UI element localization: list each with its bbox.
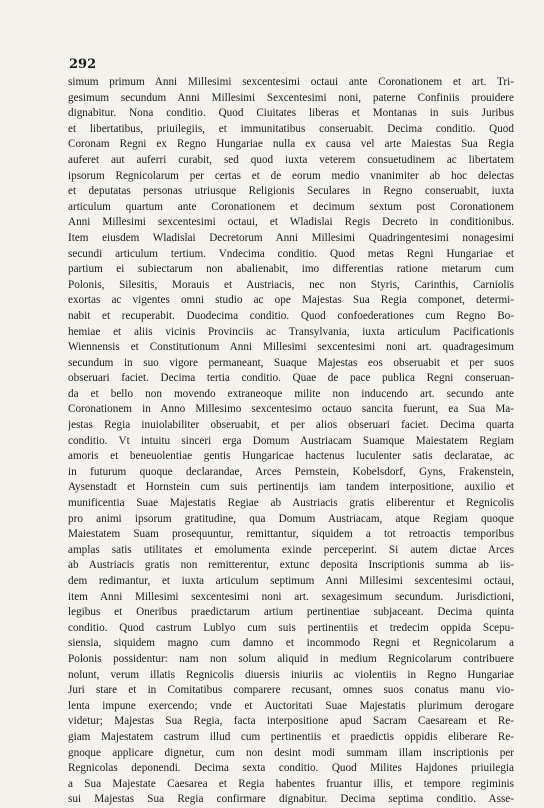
text-line: Polonis possidentur: nam non solum aliquid in medium Regnicolarum contribuere (68, 652, 514, 665)
text-line: articulum quartum ante Coronationem et decimum sextum post Coronationem (68, 200, 514, 213)
text-line: lenta impune exercendo; vnde et Auctoritati Suae Majestatis plurimum derogare (68, 699, 514, 712)
text-line: Item eiusdem Wladislai Decretorum Anni Millesimi Quadringentesimi nonagesimi (68, 231, 514, 244)
text-line: item Anni Millesimi sexcentesimi noni art. sexagesimum secundum. Jurisdictioni, (68, 590, 514, 603)
text-line: siensia, siquidem magno cum damno et incommodo Regni et Regnicolarum a (68, 637, 514, 650)
page-number: 292 (69, 57, 97, 72)
text-line: giam Majestatem castrum illud cum pertinentiis et praedictis oppidis eliberare Re- (68, 730, 514, 743)
text-line: jestas Regia inuiolabiliter obseruabit, et per alios obseruari faciet. Decima quarta (68, 419, 514, 432)
text-line: et deputatas personas utriusque Religionis Seculares in Regno conseruabit, iuxta (68, 185, 514, 198)
text-line: dem redimantur, et iuxta articulum septimum Anni Millesimi sexcentesimi octaui, (68, 575, 514, 587)
body-text (68, 75, 514, 808)
text-line: ipsorum Regnicolarum per certas et de eorum medio vnanimiter ab hoc delectas (68, 169, 514, 182)
text-line: secundum in suo vigore permaneant, Suaque Majestas eos obseruabit et per suos (68, 356, 514, 369)
text-line: ab Austriacis gratis non remitterentur, extunc deposita Inscriptionis summa ab iis- (68, 559, 514, 572)
text-line: munificentia Suae Majestatis Regiae ab Austriacis gratis eliberentur et Regnicolis (68, 497, 514, 510)
text-line: conditio. Quod castrum Lublyo cum suis pertinentiis et tredecim oppida Scepu- (68, 621, 514, 634)
text-line: Polonis, Silesitis, Morauis et Austriacis, nec non Styris, Carinthis, Carniolis (68, 278, 514, 291)
text-line: auferet aut auferri curabit, sed quod iuxta veterem consuetudinem ac libertatem (68, 153, 514, 166)
text-line: videtur; Majestas Sua Regia, facta interpositione apud Sacram Caesaream et Re- (68, 715, 514, 728)
text-line: in futurum quoque declarandae, Arces Pernstein, Kobelsdorf, Gyns, Frakenstein, (68, 465, 514, 478)
text-line: simum primum Anni Millesimi sexcentesimi octaui ante Coronationem et art. Tri- (68, 76, 514, 88)
text-line: secundi articulum tertium. Vndecima conditio. Quod metas Regni Hungariae et (68, 247, 514, 260)
text-line: obseruari faciet. Decima tertia conditio. Quae de pace publica Regni conseruan- (68, 372, 514, 385)
text-line: Aysenstadt et Hornstein cum suis pertinentijs iam tandem interpositione, auxilio et (68, 481, 514, 494)
text-line: Anni Millesimi sexcentesimi octaui, et Wladislai Regis Decreto in conditionibus. (68, 216, 514, 229)
text-line: Wiennensis et Constitutionum Anni Millesimi sexcentesimi noni art. quadragesimum (68, 341, 514, 354)
text-line: Maiestatem Suam prosequuntur, remittantur, siquidem a tot retroactis temporibus (68, 528, 514, 541)
text-line: pro animi ipsorum gratitudine, qua Domum Austriacam, atque Regiam quoque (68, 512, 514, 525)
text-line: nabit et recuperabit. Duodecima conditio. Quod confoederationes cum Regno Bo- (68, 309, 514, 322)
text-line: sui Majestas Sua Regia confirmare dignabitur. Decima septima conditio. Asse- (68, 793, 514, 806)
text-line: a Sua Majestate Caesarea et Regia habentes fruantur illis, et tempore regiminis (68, 777, 514, 790)
text-line: legibus et Oneribus praedictarum artium pertinentiae subjaceant. Decima quinta (68, 606, 514, 619)
text-line: amplas satis utilitates et emolumenta exinde perceperint. Si autem dictae Arces (68, 543, 514, 556)
text-line: Regnicolas deponendi. Decima sexta conditio. Quod Milites Hajdones priuilegia (68, 762, 514, 775)
text-line: da et bello non movendo extraneoque milite non inducendo art. secundo ante (68, 387, 514, 400)
text-line: amoris et beneuolentiae gentis Hungaricae hactenus luculenter satis declaratae, ac (68, 450, 514, 463)
text-line: partium ei subiectarum non abalienabit, imo differentias ratione metarum cum (68, 263, 514, 276)
text-line: conditio. Vt intuitu sinceri erga Domum Austriacam Suamque Maiestatem Regiam (68, 434, 514, 447)
text-line: Juri stare et in Comitatibus comparere recusant, omnes suos conatus manu vio- (68, 684, 514, 697)
text-line: exortas ac vigentes omni studio ac ope Majestas Sua Regia componet, determi- (68, 294, 514, 307)
text-line: nolunt, verum illatis Regnicolis diuersis iniuriis ac violentiis in Regno Hungariae (68, 668, 514, 681)
text-line: dignabitur. Nona conditio. Quod Ciuitates liberas et Montanas in suis Juribus (68, 107, 514, 120)
text-line: hemiae et aliis vicinis Provinciis ac Transylvania, iuxta articulum Pacificationis (68, 325, 514, 338)
text-line: Coronam Regni ex Regno Hungariae nulla ex causa vel arte Maiestas Sua Regia (68, 138, 514, 151)
text-line: gesimum secundum Anni Millesimi Sexcentesimi noni, paterne Confiniis prouidere (68, 91, 514, 104)
text-line: gnoque applicare dignetur, cum non desint modi summam illam inscriptionis per (68, 746, 514, 759)
text-line: et libertatibus, priuilegiis, et immunitatibus conseruabit. Decima conditio. Quod (68, 122, 514, 135)
text-line: Coronationem in Anno Millesimo sexcentesimo octauo sancita fuerunt, ea Sua Ma- (68, 403, 514, 416)
